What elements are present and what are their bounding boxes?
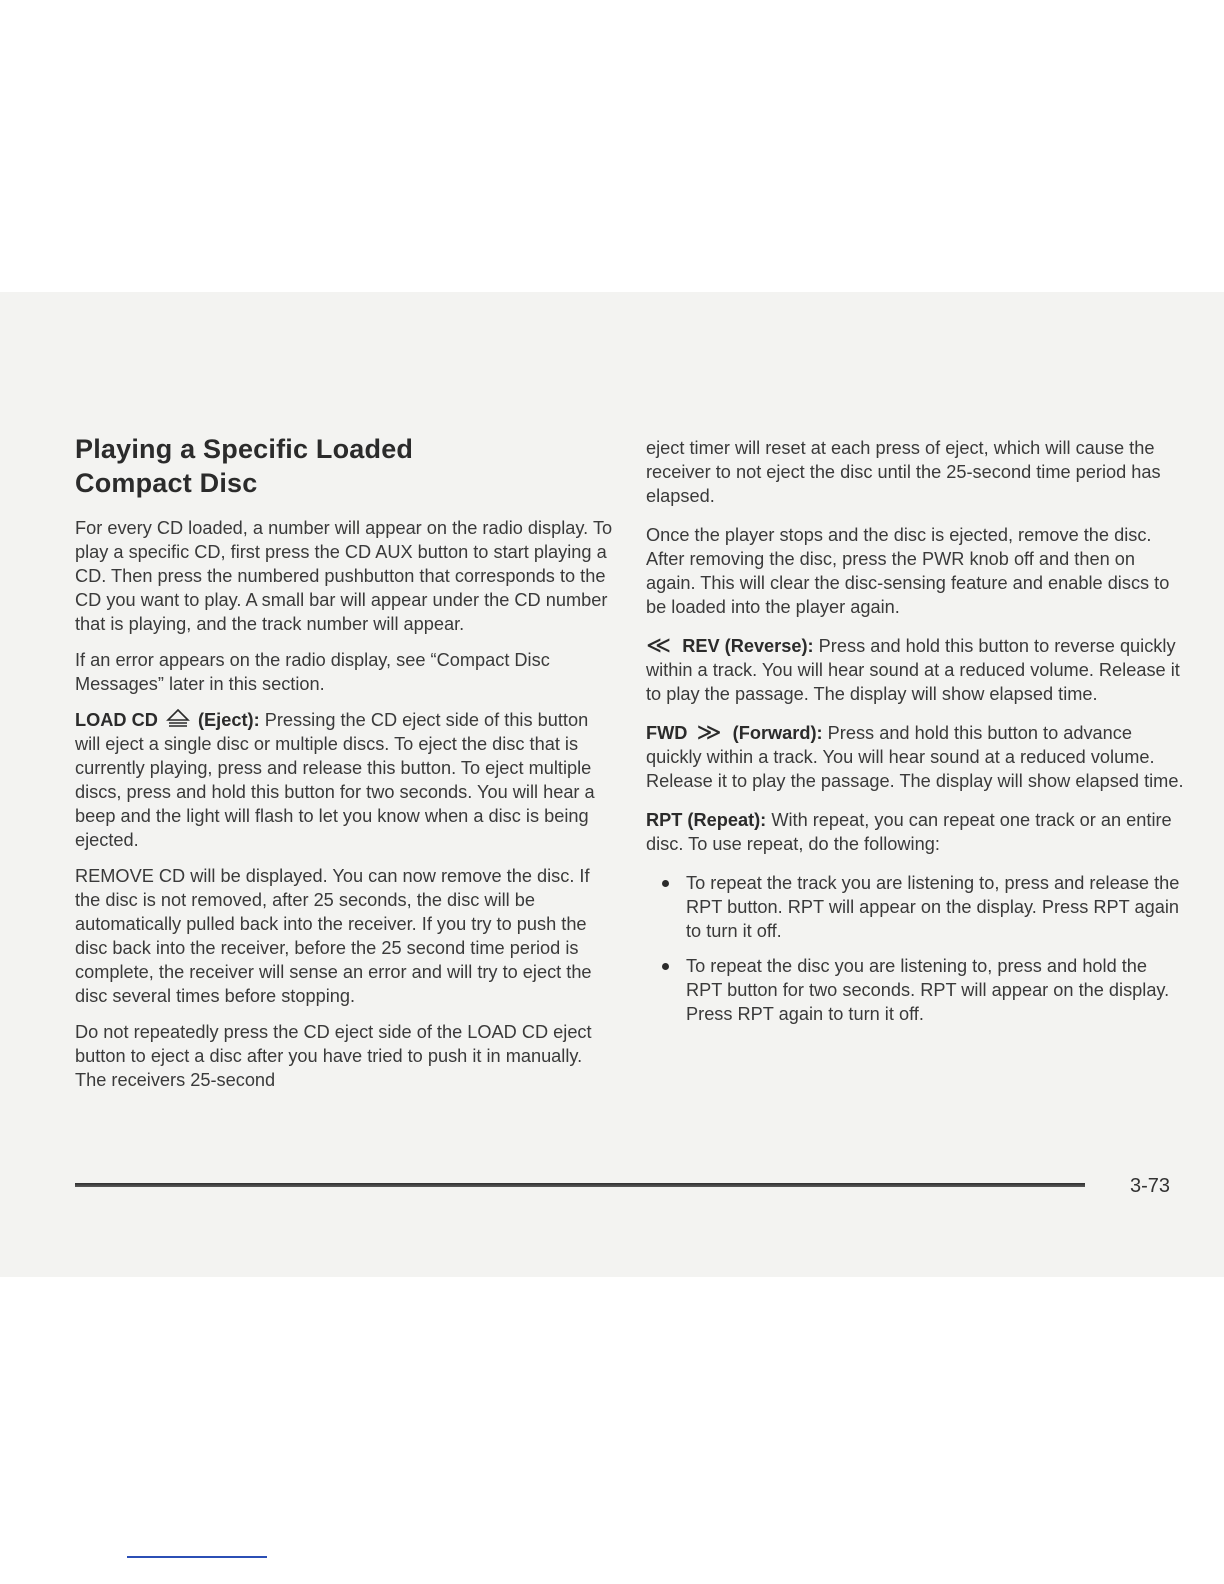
list-item	[662, 954, 1186, 1026]
right-column	[646, 436, 1186, 1037]
load-cd-paragraph	[75, 708, 615, 852]
footer-rule	[75, 1183, 1085, 1187]
error-paragraph: If an error appears on the radio display, see “Compact Disc Messages” later in this section.	[75, 650, 550, 694]
bullet-icon	[662, 963, 669, 970]
page-number: 3-73	[1130, 1175, 1171, 1197]
double-chevron-right-icon: ≫	[696, 719, 722, 746]
bullet-text: To repeat the disc you are listening to, press and hold the RPT button for two seconds. RPT will appear on the display. Press RPT again to turn it off.	[686, 956, 1170, 1024]
footer-link-underline	[127, 1556, 267, 1558]
list-item	[662, 871, 1186, 943]
forward-label: (Forward):	[732, 723, 823, 743]
rpt-text: With repeat, you can repeat one track or an entire disc. To use repeat, do the following:	[646, 810, 1172, 854]
bullet-text: To repeat the track you are listening to, press and release the RPT button. RPT will appear on the display. Press RPT again to turn it off.	[686, 873, 1180, 941]
remove-cd-paragraph: REMOVE CD will be displayed. You can now remove the disc. If the disc is not removed, after 25 seconds, the disc will be automatically pulled back into the receiver. If you try to push the disc back into the receiver, before the 25 second time period is complete, the receiver will sense an error and will try to eject the disc several times before stopping.	[75, 866, 592, 1006]
rev-text: Press and hold this button to reverse quickly within a track. You will hear sound at a reduced volume. Release it to play the passage. The display will show elapsed time.	[646, 636, 1180, 704]
rpt-label: RPT (Repeat):	[646, 810, 767, 830]
double-chevron-left-icon: ≪	[646, 632, 672, 659]
eject-label: (Eject):	[197, 710, 260, 730]
repeat-bullet-list	[646, 871, 1186, 1026]
rev-paragraph	[646, 634, 1186, 706]
left-column	[75, 432, 615, 1104]
load-cd-label: LOAD CD	[75, 710, 158, 730]
rev-label: REV (Reverse):	[682, 636, 814, 656]
fwd-label: FWD	[646, 723, 688, 743]
section-title: Playing a Specific Loaded Compact Disc	[75, 434, 414, 498]
eject-timer-paragraph: eject timer will reset at each press of eject, which will cause the receiver to not eject the disc until the 25-second time period has elapsed.	[646, 438, 1161, 506]
load-cd-text: Pressing the CD eject side of this button will eject a single disc or multiple discs. To eject the disc that is currently playing, press and release this button. To eject multiple discs, press and hold this button for two seconds. You will hear a beep and the light will flash to let you know when a disc is being ejected.	[75, 710, 595, 850]
fwd-text: Press and hold this button to advance quickly within a track. You will hear sound at a reduced volume. Release it to play the passage. The display will show elapsed time.	[646, 723, 1184, 791]
eject-icon	[165, 708, 191, 728]
repeat-press-paragraph: Do not repeatedly press the CD eject side of the LOAD CD eject button to eject a disc after you have tried to push it in manually. The receivers 25-second	[75, 1022, 592, 1090]
rpt-paragraph	[646, 808, 1186, 856]
disc-removal-paragraph: Once the player stops and the disc is ejected, remove the disc. After removing the disc, press the PWR knob off and then on again. This will clear the disc-sensing feature and enable discs to be loaded into the player again.	[646, 525, 1170, 617]
fwd-paragraph	[646, 721, 1186, 793]
bullet-icon	[662, 880, 669, 887]
intro-paragraph: For every CD loaded, a number will appear on the radio display. To play a specific CD, first press the CD AUX button to start playing a CD. Then press the numbered pushbutton that corresponds to the CD you want to play. A small bar will appear under the CD number that is playing, and the track number will appear.	[75, 518, 613, 634]
